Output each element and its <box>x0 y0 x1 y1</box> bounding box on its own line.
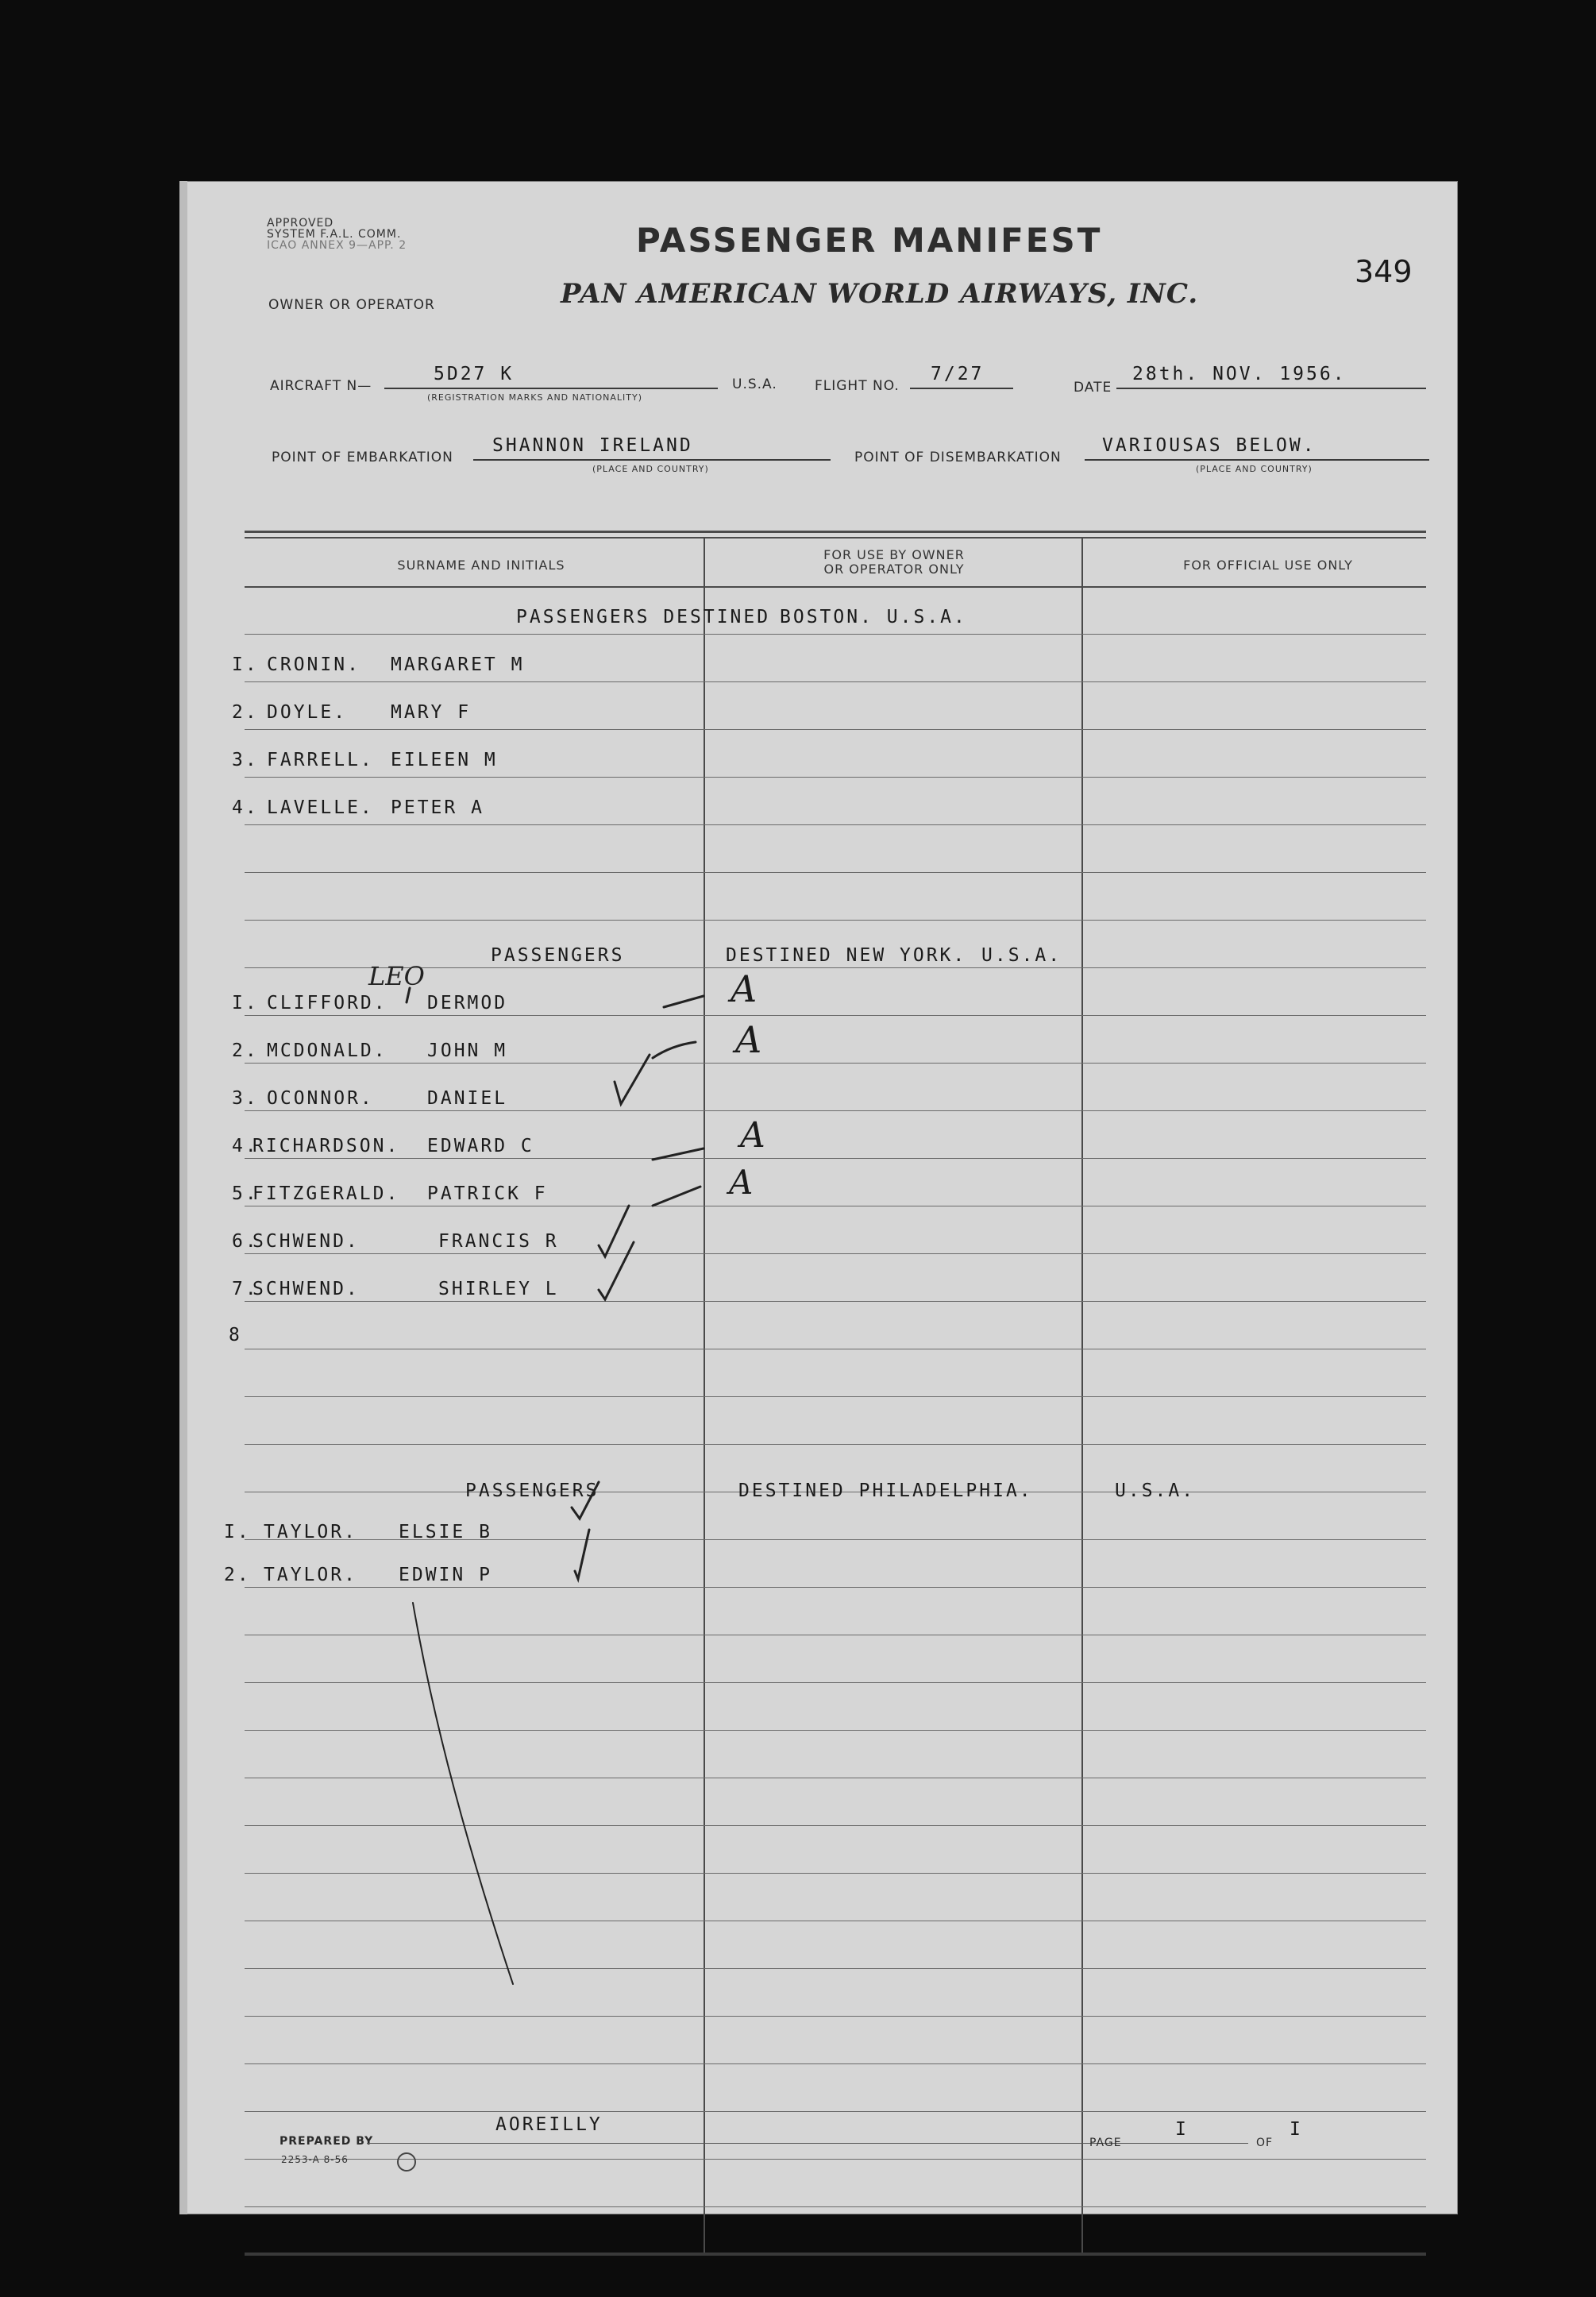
group-heading: PASSENGERS DESTINED <box>516 607 771 627</box>
usa-label: U.S.A. <box>732 376 777 392</box>
handwritten-a-mark: A <box>740 1115 765 1156</box>
handwritten-a-mark: A <box>729 1163 754 1202</box>
embarkation-sublabel: (PLACE AND COUNTRY) <box>592 464 709 474</box>
row-number: I. <box>232 654 259 675</box>
row-number: 5. <box>232 1183 259 1204</box>
row-number: 8 <box>229 1325 242 1345</box>
passenger-surname: FITZGERALD. <box>253 1183 400 1204</box>
passenger-surname: CRONIN. <box>267 654 360 675</box>
union-bug-icon <box>397 2152 416 2172</box>
passenger-given-name: EDWIN P <box>399 1565 492 1585</box>
row-number: 3. <box>232 750 259 770</box>
passenger-given-name: PETER A <box>391 797 484 818</box>
passenger-surname: CLIFFORD. <box>267 993 387 1013</box>
passenger-given-name: EDWARD C <box>427 1136 534 1156</box>
flight-number: 7/27 <box>931 364 985 384</box>
row-number: 6. <box>232 1231 259 1252</box>
passenger-surname: SCHWEND. <box>253 1279 360 1299</box>
pen-stroke <box>653 1187 700 1206</box>
embarkation-label: POINT OF EMBARKATION <box>272 450 453 465</box>
flight-label: FLIGHT NO. <box>815 378 900 394</box>
row-number: 2. <box>224 1565 251 1585</box>
disembarkation-sublabel: (PLACE AND COUNTRY) <box>1196 464 1313 474</box>
column-header-surname: SURNAME AND INITIALS <box>397 558 565 573</box>
row-number: 2. <box>232 1040 259 1061</box>
column-header-line: FOR USE BY OWNER <box>823 547 965 562</box>
passenger-surname: FARRELL. <box>267 750 374 770</box>
passenger-surname: MCDONALD. <box>267 1040 387 1061</box>
group-country: U.S.A. <box>1115 1481 1196 1501</box>
checkmark-icon <box>599 1206 629 1257</box>
embarkation-value: SHANNON IRELAND <box>492 435 693 456</box>
approval-line: APPROVED <box>267 217 334 230</box>
checkmark-icon <box>599 1242 634 1299</box>
pen-stroke <box>664 996 704 1007</box>
prepared-by-value: AOREILLY <box>495 2114 603 2135</box>
passenger-given-name: EILEEN M <box>391 750 498 770</box>
pen-stroke <box>653 1148 704 1160</box>
page-number: 349 <box>1355 254 1413 289</box>
passenger-given-name: MARGARET M <box>391 654 525 675</box>
group-destination: BOSTON. U.S.A. <box>780 607 967 627</box>
passenger-surname: SCHWEND. <box>253 1231 360 1252</box>
row-number: 4. <box>232 1136 259 1156</box>
aircraft-label: AIRCRAFT N— <box>270 378 372 394</box>
of-label: OF <box>1256 2137 1274 2149</box>
airline-name: PAN AMERICAN WORLD AIRWAYS, INC. <box>561 278 1199 310</box>
aircraft-registration: 5D27 K <box>434 364 515 384</box>
row-number: 2. <box>232 702 259 723</box>
manifest-sheet <box>179 181 1458 2214</box>
passenger-given-name: ELSIE B <box>399 1522 492 1542</box>
checkmark-icon <box>615 1055 650 1104</box>
date-value: 28th. NOV. 1956. <box>1132 364 1347 384</box>
handwritten-a-mark: A <box>735 1018 762 1061</box>
passenger-surname: RICHARDSON. <box>253 1136 400 1156</box>
form-code: 2253-A 8-56 <box>281 2154 349 2165</box>
of-value: I <box>1290 2119 1303 2140</box>
aircraft-sublabel: (REGISTRATION MARKS AND NATIONALITY) <box>427 392 643 403</box>
row-number: I. <box>224 1522 251 1542</box>
row-number: 7. <box>232 1279 259 1299</box>
group-country: U.S.A. <box>981 945 1062 966</box>
passenger-given-name: PATRICK F <box>427 1183 548 1204</box>
column-header-line: OR OPERATOR ONLY <box>823 562 965 577</box>
row-number: 3. <box>232 1088 259 1109</box>
checkmark-icon <box>575 1530 589 1579</box>
approval-line: ICAO ANNEX 9—APP. 2 <box>267 239 407 252</box>
passenger-given-name: MARY F <box>391 702 472 723</box>
passenger-given-name: FRANCIS R <box>438 1231 559 1252</box>
table-bottom-rule <box>245 2253 1426 2256</box>
passenger-given-name: JOHN M <box>427 1040 508 1061</box>
passenger-given-name: DERMOD <box>427 993 508 1013</box>
passenger-given-name: DANIEL <box>427 1088 508 1109</box>
pen-marks <box>179 181 1458 2214</box>
passenger-given-name: SHIRLEY L <box>438 1279 559 1299</box>
page-value: I <box>1175 2119 1189 2140</box>
passenger-surname: OCONNOR. <box>267 1088 374 1109</box>
disembarkation-value: VARIOUSAS BELOW. <box>1102 435 1317 456</box>
group-heading: PASSENGERS <box>491 945 625 966</box>
row-number: 4. <box>232 797 259 818</box>
column-header-official-use: FOR OFFICIAL USE ONLY <box>1183 558 1353 573</box>
handwritten-a-mark: A <box>731 967 758 1010</box>
passenger-surname: DOYLE. <box>267 702 348 723</box>
pen-stroke <box>653 1042 696 1058</box>
annotation-caret <box>407 988 410 1002</box>
group-heading: PASSENGERS <box>465 1481 599 1501</box>
passenger-surname: LAVELLE. <box>267 797 374 818</box>
group-destination: DESTINED NEW YORK. <box>726 945 967 966</box>
disembarkation-label: POINT OF DISEMBARKATION <box>854 450 1062 465</box>
group-destination: DESTINED PHILADELPHIA. <box>738 1481 1033 1501</box>
handwritten-annotation: LEO <box>368 961 425 991</box>
pen-stroke <box>413 1603 513 1984</box>
prepared-by-label: PREPARED BY <box>279 2135 374 2148</box>
date-label: DATE <box>1074 380 1112 396</box>
row-number: I. <box>232 993 259 1013</box>
passenger-surname: TAYLOR. <box>264 1522 357 1542</box>
checkmark-icon <box>572 1482 599 1519</box>
owner-label: OWNER OR OPERATOR <box>268 297 435 313</box>
form-title: PASSENGER MANIFEST <box>636 221 1103 260</box>
approval-line: SYSTEM F.A.L. COMM. <box>267 228 402 241</box>
page-label: PAGE <box>1089 2137 1122 2149</box>
passenger-surname: TAYLOR. <box>264 1565 357 1585</box>
